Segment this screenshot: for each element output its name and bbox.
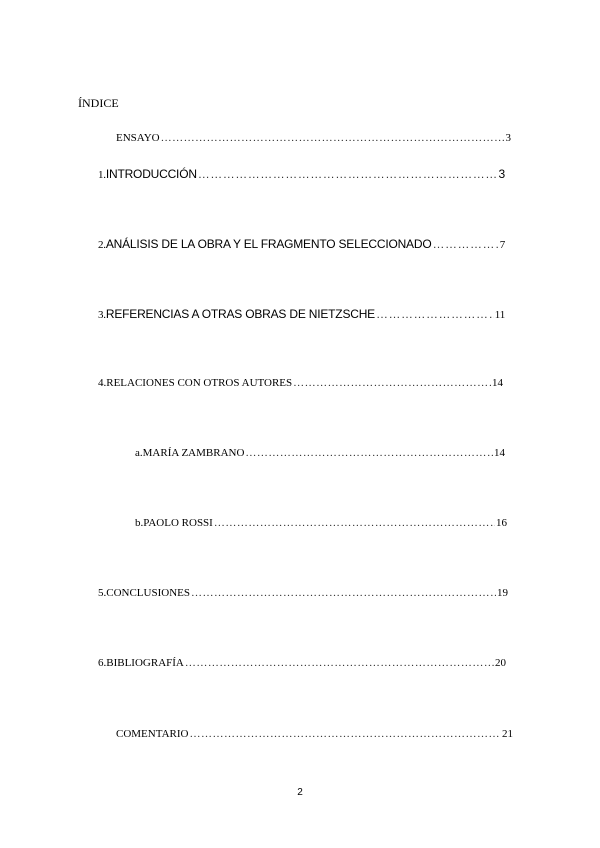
- toc-entry-maria-zambrano[interactable]: [135, 447, 505, 459]
- toc-entry-number: 5.: [98, 587, 107, 599]
- toc-entry-number: 1.: [98, 169, 106, 181]
- toc-entry-label: ENSAYO: [116, 132, 160, 144]
- toc-title: ÍNDICE: [78, 96, 119, 110]
- toc-entry-number: b.: [135, 517, 144, 529]
- toc-entry-number: a.: [135, 447, 143, 459]
- toc-entry-relaciones[interactable]: [98, 377, 503, 389]
- toc-entry-introduccion[interactable]: [98, 167, 505, 181]
- dot-leader: [432, 237, 498, 251]
- toc-entry-label: PAOLO ROSSI: [143, 517, 213, 529]
- toc-entry-referencias[interactable]: [98, 307, 505, 321]
- dot-leader: [161, 132, 505, 144]
- toc-entry-ensayo[interactable]: [116, 132, 511, 144]
- toc-entry-page: 11: [494, 309, 505, 321]
- dot-leader: [376, 307, 494, 321]
- dot-leader: [214, 517, 495, 529]
- toc-entry-bibliografia[interactable]: [98, 657, 506, 669]
- toc-entry-label: COMENTARIO: [116, 728, 189, 740]
- page-number: 2: [297, 787, 303, 798]
- toc-entry-label: BIBLIOGRAFÍA: [106, 657, 184, 669]
- toc-entry-page: 14: [492, 377, 503, 389]
- toc-entry-page: 14: [494, 447, 505, 459]
- toc-entry-comentario[interactable]: [116, 728, 513, 740]
- toc-entry-label: ANÁLISIS DE LA OBRA Y EL FRAGMENTO SELECCIONADO: [105, 237, 432, 251]
- toc-entry-number: 4.: [98, 377, 107, 389]
- toc-entry-page: 19: [497, 587, 508, 599]
- toc-entry-label: CONCLUSIONES: [106, 587, 190, 599]
- toc-entry-conclusiones[interactable]: [98, 587, 508, 599]
- dot-leader: [245, 447, 493, 459]
- toc-entry-page: 7: [499, 239, 505, 251]
- dot-leader: [293, 377, 491, 389]
- dot-leader: [191, 587, 496, 599]
- toc-entry-label: INTRODUCCIÓN: [105, 167, 197, 181]
- toc-entry-number: 3.: [98, 309, 106, 321]
- toc-entry-page: 21: [502, 728, 513, 740]
- toc-entry-page: 3: [498, 167, 505, 181]
- toc-entry-page: 20: [495, 657, 506, 669]
- dot-leader: [185, 657, 494, 669]
- toc-entry-number: 2.: [98, 239, 106, 251]
- dot-leader: [198, 167, 498, 181]
- toc-entry-label: RELACIONES CON OTROS AUTORES: [106, 377, 293, 389]
- toc-entry-page: 3: [505, 132, 511, 144]
- toc-entry-label: REFERENCIAS A OTRAS OBRAS DE NIETZSCHE: [105, 307, 375, 321]
- toc-entry-number: 6.: [98, 657, 107, 669]
- toc-entry-analisis[interactable]: [98, 237, 505, 251]
- toc-entry-page: 16: [496, 517, 507, 529]
- dot-leader: [189, 728, 501, 740]
- toc-entry-paolo-rossi[interactable]: [135, 517, 507, 529]
- toc-entry-label: MARÍA ZAMBRANO: [142, 447, 245, 459]
